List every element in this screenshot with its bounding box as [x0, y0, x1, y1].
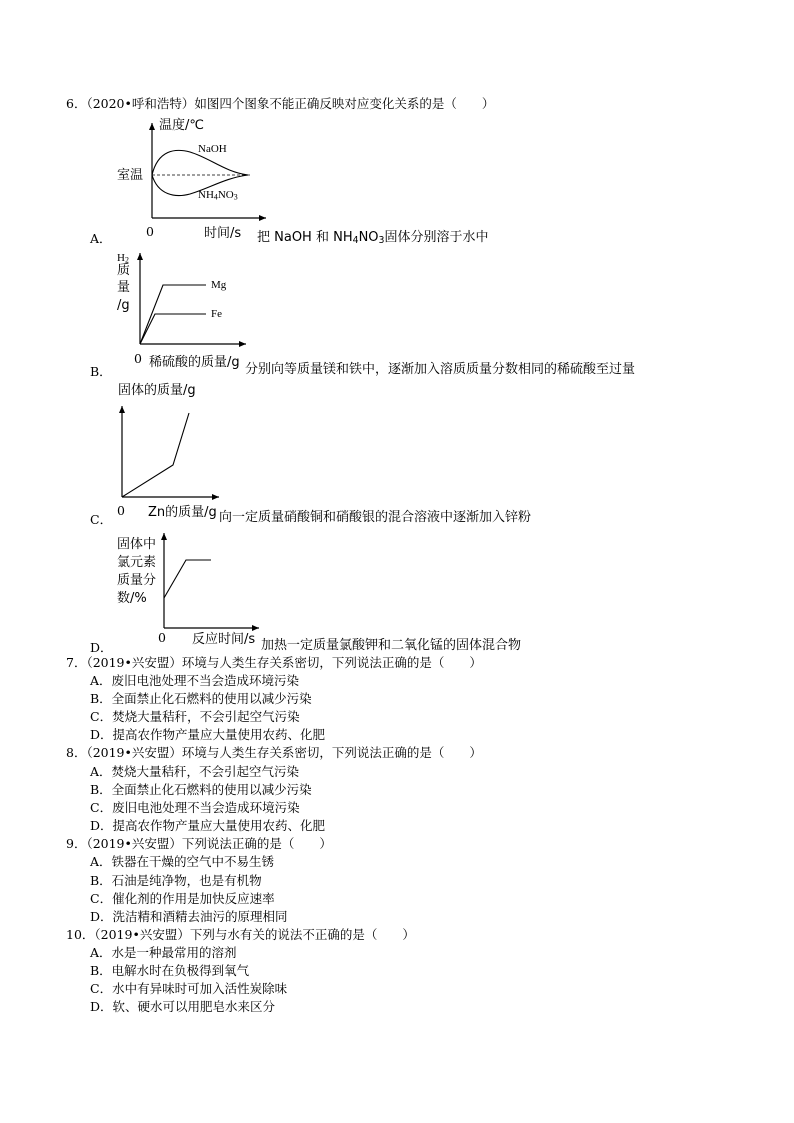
- graph-d-y-label-4: 数/%: [117, 591, 147, 606]
- option-b-desc: 分别向等质量镁和铁中，逐渐加入溶质质量分数相同的稀硫酸至过量: [245, 362, 636, 377]
- question-9-option-b: B．石油是纯净物，也是有机物: [90, 873, 262, 888]
- question-9-option-c: C．催化剂的作用是加快反应速率: [90, 891, 275, 906]
- graph-b-mg-label: Mg: [211, 279, 227, 291]
- question-8-option-c: C．废旧电池处理不当会造成环境污染: [90, 800, 300, 815]
- question-10-stem: 10．（2019•兴安盟）下列与水有关的说法不正确的是（ ）: [66, 927, 415, 942]
- question-10-option-b: B．电解水时在负极得到氧气: [90, 963, 250, 978]
- question-9-option-a: A．铁器在干燥的空气中不易生锈: [90, 854, 275, 869]
- graph-d-x-label: 反应时间/s: [192, 632, 256, 647]
- question-8-option-b: B．全面禁止化石燃料的使用以减少污染: [90, 782, 312, 797]
- graph-b-y-label-3: 量: [117, 280, 131, 295]
- graph-a-room-temp-label: 室温: [117, 168, 144, 183]
- question-10-option-a: A．水是一种最常用的溶剂: [90, 945, 237, 960]
- graph-c-mass-line: [122, 413, 189, 497]
- graph-b-y-label-4: /g: [117, 298, 130, 313]
- graph-a-x-label: 时间/s: [204, 226, 242, 241]
- graph-a-nh4no3-label: $NH_4NO_3$: [198, 189, 238, 202]
- question-7-option-a: A．废旧电池处理不当会造成环境污染: [90, 673, 300, 688]
- question-9-stem: 9．（2019•兴安盟）下列说法正确的是（ ）: [66, 836, 332, 851]
- question-10-option-c: C．水中有异味时可加入活性炭除味: [90, 981, 288, 996]
- option-c-desc: 向一定质量硝酸铜和硝酸银的混合溶液中逐渐加入锌粉: [219, 510, 532, 525]
- graph-b-y-label-1: $H_2$: [117, 252, 129, 265]
- graph-d-y-label-1: 固体中: [117, 537, 157, 552]
- graph-b-fe-label: Fe: [211, 308, 222, 320]
- option-a-letter: A．: [90, 231, 112, 246]
- question-8-stem: 8．（2019•兴安盟）环境与人类生存关系密切，下列说法正确的是（ ）: [66, 745, 482, 760]
- question-7-stem: 7．（2019•兴安盟）环境与人类生存关系密切，下列说法正确的是（ ）: [66, 655, 482, 670]
- option-b-letter: B．: [90, 364, 112, 379]
- option-a-desc: 把 NaOH 和 $NH_4NO_3$固体分别溶于水中: [257, 230, 489, 246]
- graph-b-mg-line: [140, 285, 206, 344]
- graph-a-origin: 0: [146, 224, 154, 239]
- graph-c-origin: 0: [117, 503, 125, 518]
- graph-b-fe-line: [140, 314, 206, 344]
- question-10-option-d: D．软、硬水可以用肥皂水来区分: [90, 999, 276, 1014]
- graph-d-y-label-2: 氯元素: [117, 555, 157, 570]
- question-9-option-d: D．洗洁精和酒精去油污的原理相同: [90, 909, 288, 924]
- graph-c-x-label: Zn的质量/g: [148, 505, 217, 520]
- question-6-stem: 6．（2020•呼和浩特）如图四个图象不能正确反映对应变化关系的是（ ）: [66, 96, 495, 111]
- graph-c-y-label: 固体的质量/g: [118, 383, 196, 398]
- question-8-option-a: A．焚烧大量秸秆，不会引起空气污染: [90, 764, 300, 779]
- graph-d-fraction-line: [164, 560, 211, 598]
- question-7-option-b: B．全面禁止化石燃料的使用以减少污染: [90, 691, 312, 706]
- option-d-letter: D．: [90, 640, 113, 655]
- graph-b-x-label: 稀硫酸的质量/g: [149, 355, 240, 370]
- question-8-option-d: D．提高农作物产量应大量使用农药、化肥: [90, 818, 326, 833]
- graph-d-origin: 0: [158, 630, 166, 645]
- question-7-option-d: D．提高农作物产量应大量使用农药、化肥: [90, 727, 326, 742]
- question-7-option-c: C．焚烧大量秸秆，不会引起空气污染: [90, 709, 300, 724]
- option-d-desc: 加热一定质量氯酸钾和二氧化锰的固体混合物: [261, 638, 522, 653]
- graph-d-y-label-3: 质量分: [117, 573, 157, 588]
- graph-a-naoh-label: NaOH: [198, 143, 227, 155]
- graph-b-origin: 0: [134, 351, 142, 366]
- graph-a-y-label: 温度/℃: [159, 118, 204, 133]
- option-c-letter: C．: [90, 512, 113, 527]
- graph-b-y-label-2: 质: [117, 263, 131, 278]
